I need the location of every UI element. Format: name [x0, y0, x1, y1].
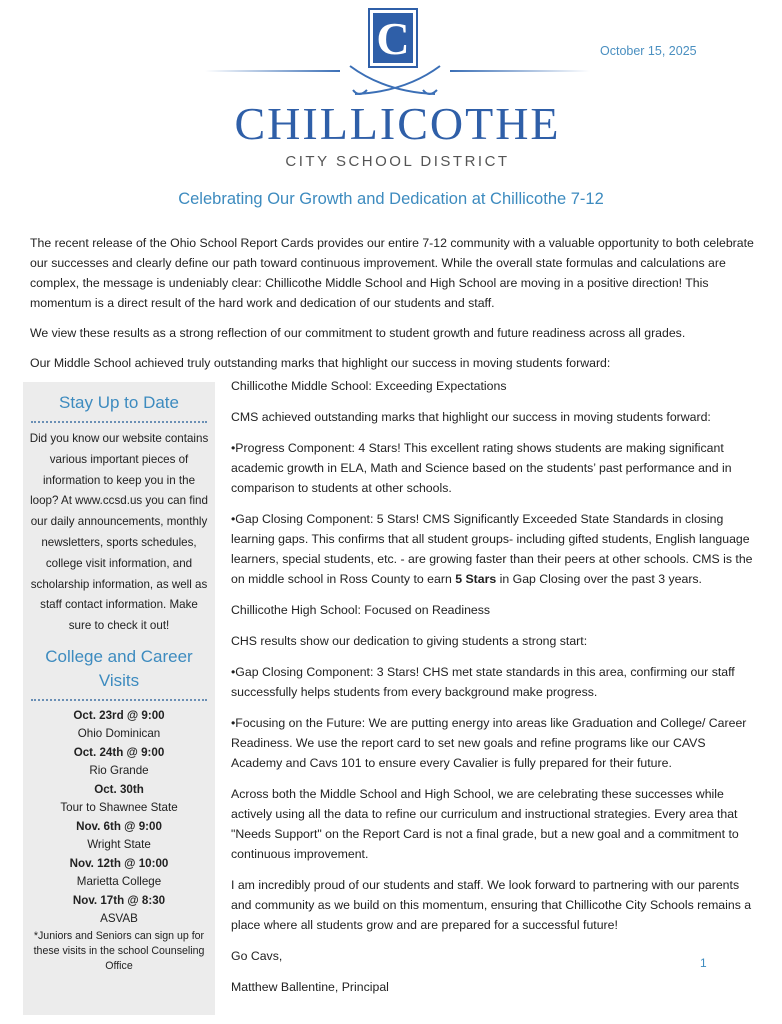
intro-section	[30, 233, 754, 383]
visit-item: Nov. 17th @ 8:30 ASVAB	[72, 893, 166, 926]
paragraph: I am incredibly proud of our students and staff. We look forward to partnering with our parents and community as we build on this momentum, ensuring that Chillicothe City Schools remains a place where all students grow and are prepared for a successful future!	[231, 878, 752, 932]
intro-paragraph: The recent release of the Ohio School Report Cards provides our entire 7-12 community with a valuable opportunity to both celebrate our successes and clearly define our path toward continuous improvement. While the overall state formulas and calculations are complex, the message is undeniably clear: Chillicothe Middle School and High School are moving in a positive direction! This momentum is a direct result of the hard work and dedication of our students and staff.	[30, 236, 754, 310]
paragraph: •Gap Closing Component: 3 Stars! CHS met state standards in this area, confirming our staff successfully helps students from every background make progress.	[231, 665, 735, 699]
visit-item: Oct. 23rd @ 9:00 Ohio Dominican	[73, 708, 165, 741]
paragraph: •Gap Closing Component: 5 Stars! CMS Significantly Exceeded State Standards in closing learning gaps. This confirms that all student groups- including gifted students, English language learners, special students, etc. - are growing faster than their peers at other schools. CMS is the on middle school in Ross County to earn 5 Stars in Gap Closing over the past 3 years.	[231, 512, 753, 586]
article-title: Celebrating Our Growth and Dedication at Chillicothe 7-12	[178, 190, 604, 208]
dotted-divider	[31, 421, 207, 423]
intro-paragraph: We view these results as a strong reflection of our commitment to student growth and future readiness across all grades.	[30, 326, 686, 340]
signature: Matthew Ballentine, Principal	[231, 980, 389, 994]
section-heading: Chillicothe High School: Focused on Readiness	[231, 603, 491, 617]
sidebar	[23, 382, 215, 1015]
logo-rule-left	[205, 70, 340, 72]
intro-paragraph: Our Middle School achieved truly outstanding marks that highlight our success in moving students forward:	[30, 356, 611, 370]
district-subtitle: CITY SCHOOL DISTRICT	[285, 153, 510, 170]
page-number: 1	[700, 956, 707, 970]
visit-item: Nov. 12th @ 10:00 Marietta College	[69, 856, 169, 889]
district-name: CHILLICOTHE	[234, 98, 561, 149]
visit-item: Oct. 24th @ 9:00 Rio Grande	[73, 745, 165, 778]
visit-note: *Juniors and Seniors can sign up for these visits in the school Counseling Office	[33, 929, 205, 972]
paragraph: Across both the Middle School and High School, we are celebrating these successes while actively using all the data to refine our curriculum and instructional strategies. Every area that "Needs Support" on the Report Card is not a final grade, but a new goal and a commitment to continuous improvement.	[231, 787, 739, 861]
paragraph: •Progress Component: 4 Stars! This excellent rating shows students are making significant academic growth in ELA, Math and Science based on the students’ past performance and in comparison to students at other schools.	[231, 441, 732, 495]
c-emblem-icon: C	[370, 10, 416, 66]
closing: Go Cavs,	[231, 949, 283, 963]
paragraph: •Focusing on the Future: We are putting energy into areas like Graduation and College/ Career Readiness. We use the report card to set new goals and refine programs like our CAVS Academy and Cavs 101 to ensure every Cavalier is fully prepared for their future.	[231, 716, 747, 770]
visit-item: Oct. 30th Tour to Shawnee State	[60, 782, 178, 815]
paragraph: CMS achieved outstanding marks that highlight our success in moving students forward:	[231, 410, 711, 424]
sidebar-heading: Stay Up to Date	[58, 393, 179, 412]
main-column	[231, 376, 753, 1008]
district-logo	[205, 8, 590, 168]
paragraph: CHS results show our dedication to giving students a strong start:	[231, 634, 588, 648]
dotted-divider	[31, 699, 207, 701]
crossed-swords-icon	[345, 64, 445, 98]
section-heading: Chillicothe Middle School: Exceeding Expectations	[231, 379, 507, 393]
newsletter-date: October 15, 2025	[600, 44, 697, 58]
visit-list	[23, 707, 215, 929]
logo-rule-right	[450, 70, 590, 72]
sidebar-heading: College and Career Visits	[45, 646, 193, 690]
sidebar-text: Did you know our website contains various important pieces of information to keep you in the loop? At www.ccsd.us you can find our daily announcements, monthly newsletters, sports schedules, college visit information, and scholarship information, as well as staff contact information. Make sure to check it out!	[29, 432, 209, 633]
visit-item: Nov. 6th @ 9:00 Wright State	[76, 819, 162, 852]
